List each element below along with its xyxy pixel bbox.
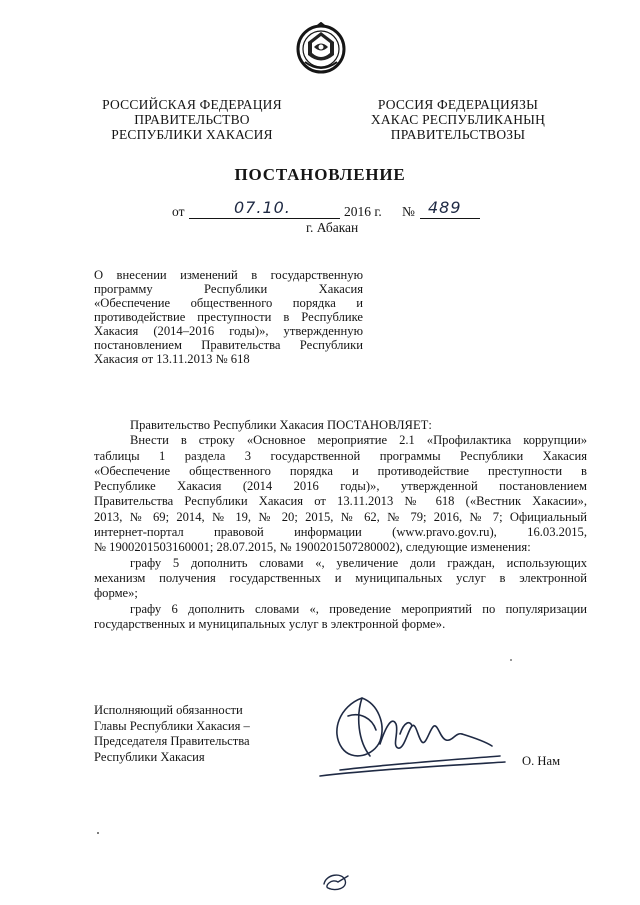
speck [97,832,99,834]
handwritten-mark [318,870,352,894]
date-from-label: от [172,204,185,219]
item5-line: механизм получения государственных и муниципальных услуг в электронной [94,570,587,585]
date-number-line [0,198,640,220]
speck [510,659,512,661]
header-line: РОССИЯ ФЕДЕРАЦИЯЗЫ [377,97,539,112]
subject-line: О внесении изменений в государственную [94,268,363,282]
body-line: № 1900201503160001; 28.07.2015, № 1900201507280002), следующие изменения: [94,540,531,555]
header-line: ПРАВИТЕЛЬСТВО [134,112,250,127]
handwritten-signature [300,686,515,782]
header-russian [82,97,302,142]
handwritten-number: 489 [428,198,462,217]
position-line: Республики Хакасия [94,749,205,764]
date-year: 2016 г. [344,204,382,219]
header-line: РОССИЙСКАЯ ФЕДЕРАЦИЯ [102,97,282,112]
position-line: Исполняющий обязанности [94,703,243,717]
subject-line: Хакасия (2014–2016 годы)», утвержденную [94,324,363,338]
body-line: Внести в строку «Основное мероприятие 2.1 «Профилактика коррупции» [130,433,587,448]
number-underline [420,218,480,219]
coat-of-arms-emblem [296,22,346,76]
decree-body [94,418,587,632]
body-line: интернет-портал правовой информации (www.pravo.gov.ru), 16.03.2015, [94,525,587,540]
subject-block [94,268,363,366]
subject-line: постановлением Правительства Республики [94,338,363,352]
city-name: г. Абакан [306,220,359,235]
subject-line: противодействие преступности в Республике [94,310,363,324]
body-line: Правительства Республики Хакасия от 13.11.2013 № 618 («Вестник Хакасии», [94,494,587,509]
body-line: таблицы 1 раздела 3 государственной программы Республики Хакасия [94,448,587,463]
header-line: ХАКАС РЕСПУБЛИКАНЫҢ [370,112,546,127]
body-line: 2013, № 69; 2014, № 19, № 20; 2015, № 62, № 79; 2016, № 7; Официальный [94,509,587,524]
subject-line: Хакасия от 13.11.2013 № 618 [94,352,250,366]
subject-line: программу Республики Хакасия [94,282,363,296]
item6-line: государственных и муниципальных услуг в электронной форме». [94,616,446,631]
subject-line: «Обеспечение общественного порядка и [94,296,363,310]
date-underline [189,218,340,219]
position-line: Председателя Правительства [94,734,250,748]
position-line: Главы Республики Хакасия – [94,718,250,733]
body-line: «Обеспечение общественного порядка и противодействие преступности в [94,463,587,478]
item5-line: форме»; [94,586,138,601]
signer-name: О. Нам [522,754,561,768]
signatory-position [94,703,284,765]
item5-line: графу 5 дополнить словами «, увеличение доли граждан, использующих [130,555,587,570]
number-label: № [402,204,415,219]
handwritten-date: 07.10. [234,198,291,217]
header-line: РЕСПУБЛИКИ ХАКАСИЯ [111,127,273,142]
document-title: ПОСТАНОВЛЕНИЕ [234,165,406,184]
header-khakas [348,97,568,142]
body-line: Республике Хакасия (2014 2016 годы)», утвержденной постановлением [94,479,587,494]
item6-line: графу 6 дополнить словами «, проведение мероприятий по популяризации [130,601,587,616]
decree-line: Правительство Республики Хакасия ПОСТАНОВЛЯЕТ: [130,418,432,432]
header-line: ПРАВИТЕЛЬСТВОЗЫ [390,127,526,142]
